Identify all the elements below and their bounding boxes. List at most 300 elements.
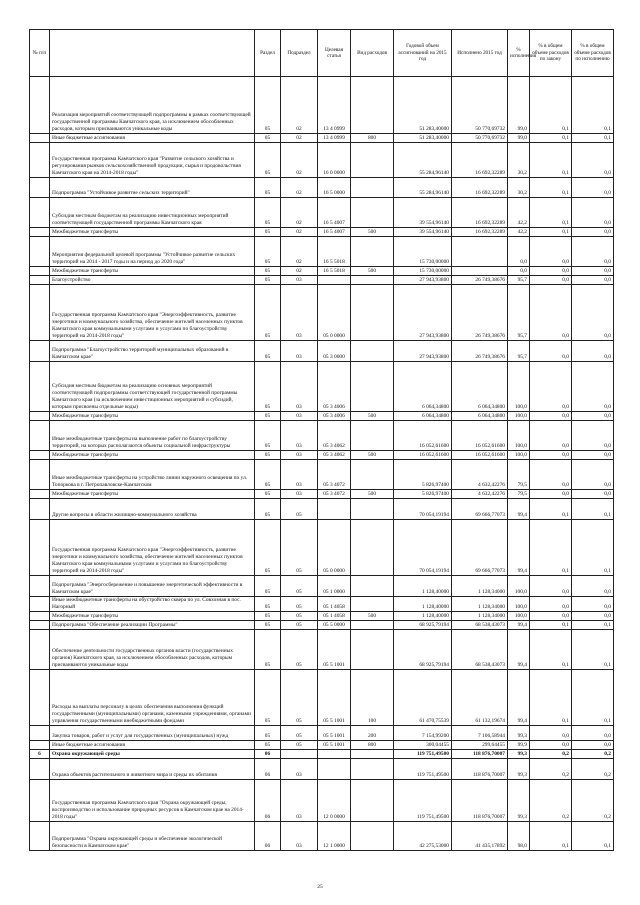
- row-name: Иные бюджетные ассигнования: [50, 134, 255, 143]
- row-expense-type: [351, 341, 394, 362]
- row-share-total: 0,0: [530, 362, 572, 412]
- row-target-article: 16 0 0000: [318, 143, 351, 178]
- row-target-article: 05 5 1001: [318, 726, 351, 741]
- row-annual-plan: 55 284,96140: [394, 143, 452, 178]
- row-target-article: 05 1 4058: [318, 612, 351, 621]
- row-percent: 99,4: [508, 499, 530, 520]
- row-section: 05: [255, 285, 281, 341]
- row-share-actual: 0,0: [572, 421, 614, 451]
- row-annual-plan: 51 283,40000: [394, 77, 452, 134]
- row-percent: 30,2: [508, 143, 530, 178]
- row-name: Межбюджетные трансферты: [50, 412, 255, 421]
- row-percent: 100,0: [508, 597, 530, 612]
- row-number: [30, 198, 50, 228]
- row-section: 05: [255, 134, 281, 143]
- row-expense-type: [351, 621, 394, 630]
- row-executed: 1 128,34000: [452, 576, 508, 597]
- header-num: № п/п: [30, 30, 50, 77]
- row-share-total: 0,0: [530, 267, 572, 276]
- row-share-actual: 0,0: [572, 267, 614, 276]
- row-expense-type: [351, 237, 394, 267]
- row-share-actual: 0,2: [572, 780, 614, 822]
- row-share-total: 0,0: [530, 451, 572, 460]
- row-number: [30, 726, 50, 741]
- row-executed: 16 692,32289: [452, 228, 508, 237]
- row-subsection: 03: [281, 341, 318, 362]
- row-expense-type: 500: [351, 228, 394, 237]
- header-percent: % исполнения: [508, 30, 530, 77]
- row-section: 05: [255, 267, 281, 276]
- row-annual-plan: 70 054,19194: [394, 499, 452, 520]
- row-annual-plan: 5 826,97400: [394, 490, 452, 499]
- row-share-total: 0,0: [530, 412, 572, 421]
- row-name: Государственная программа Камчатского края "Энергоэффективность, развитие энергетики и коммунального хозяйства, обеспечение жителей населенных пунктов Камчатского края коммунальными услугами и услугами по благоустройству территорий на 2014-2018 годы": [50, 520, 255, 576]
- row-target-article: 16 5 0000: [318, 178, 351, 198]
- row-annual-plan: 16 052,61600: [394, 451, 452, 460]
- row-annual-plan: 39 554,96140: [394, 198, 452, 228]
- row-share-total: 0,1: [530, 178, 572, 198]
- row-annual-plan: 70 054,19194: [394, 520, 452, 576]
- row-subsection: 05: [281, 576, 318, 597]
- table-row: [30, 726, 614, 741]
- row-number: [30, 421, 50, 451]
- row-expense-type: 500: [351, 612, 394, 621]
- row-share-actual: 0,2: [572, 750, 614, 759]
- row-share-total: 0,0: [530, 341, 572, 362]
- row-executed: 16 692,32289: [452, 178, 508, 198]
- table-row: [30, 198, 614, 228]
- row-annual-plan: 15 730,00000: [394, 267, 452, 276]
- row-name: Подпрограмма "Энергосбережение и повышение энергетической эффективности в Камчатском крае": [50, 576, 255, 597]
- row-percent: 79,5: [508, 460, 530, 490]
- row-target-article: 16 5 4007: [318, 198, 351, 228]
- row-share-actual: 0,1: [572, 822, 614, 851]
- row-percent: 98,0: [508, 822, 530, 851]
- table-row: [30, 759, 614, 780]
- row-subsection: 05: [281, 741, 318, 750]
- row-name: Межбюджетные трансферты: [50, 451, 255, 460]
- row-subsection: 02: [281, 134, 318, 143]
- row-percent: 30,2: [508, 178, 530, 198]
- row-executed: 41 435,17892: [452, 822, 508, 851]
- row-share-actual: 0,1: [572, 670, 614, 726]
- row-target-article: 05 0 0000: [318, 520, 351, 576]
- row-subsection: 03: [281, 780, 318, 822]
- table-row: [30, 597, 614, 612]
- header-name: [50, 30, 255, 77]
- table-row: [30, 276, 614, 285]
- row-number: [30, 237, 50, 267]
- row-number: [30, 520, 50, 576]
- row-name: Государственная программа Камчатского края "Развитие сельского хозяйства и регулирования рынков сельскохозяйственной продукции, сырья и продовольствия Камчатского края на 2014-2018 годы": [50, 143, 255, 178]
- row-share-actual: 0,0: [572, 276, 614, 285]
- row-number: [30, 597, 50, 612]
- row-annual-plan: 1 128,40000: [394, 576, 452, 597]
- row-subsection: 03: [281, 362, 318, 412]
- table-row: [30, 490, 614, 499]
- row-executed: [452, 237, 508, 267]
- row-executed: 69 666,77073: [452, 520, 508, 576]
- row-share-total: 0,0: [530, 421, 572, 451]
- row-section: 05: [255, 630, 281, 670]
- row-number: [30, 499, 50, 520]
- table-row: [30, 134, 614, 143]
- row-number: [30, 621, 50, 630]
- row-percent: 99,9: [508, 741, 530, 750]
- row-share-total: 0,1: [530, 822, 572, 851]
- row-number: [30, 285, 50, 341]
- row-name: Подпрограмма "Благоустройство территорий муниципальных образований в Камчатском крае": [50, 341, 255, 362]
- row-annual-plan: 68 925,79194: [394, 621, 452, 630]
- row-section: 06: [255, 822, 281, 851]
- row-number: [30, 362, 50, 412]
- row-expense-type: 100: [351, 670, 394, 726]
- row-section: 05: [255, 726, 281, 741]
- row-target-article: [318, 750, 351, 759]
- row-subsection: 02: [281, 198, 318, 228]
- table-row: [30, 780, 614, 822]
- row-subsection: 02: [281, 178, 318, 198]
- row-share-total: 0,0: [530, 612, 572, 621]
- row-share-actual: 0,0: [572, 576, 614, 597]
- row-expense-type: 500: [351, 412, 394, 421]
- row-name: Расходы на выплаты персоналу в целях обеспечения выполнения функций государственными (муниципальными) органами, казенными учреждениями, органами управления государственными внебюджетными фондами: [50, 670, 255, 726]
- row-number: [30, 630, 50, 670]
- row-share-total: 0,0: [530, 237, 572, 267]
- row-share-total: 0,0: [530, 285, 572, 341]
- row-percent: 99,4: [508, 670, 530, 726]
- row-number: 6: [30, 750, 50, 759]
- row-share-total: 0,1: [530, 499, 572, 520]
- row-percent: 0,0: [508, 267, 530, 276]
- row-share-actual: 0,0: [572, 460, 614, 490]
- row-share-actual: 0,0: [572, 341, 614, 362]
- table-row: [30, 285, 614, 341]
- table-row: [30, 412, 614, 421]
- header-section: Раздел: [255, 30, 281, 77]
- row-share-total: 0,1: [530, 520, 572, 576]
- row-subsection: 02: [281, 143, 318, 178]
- row-percent: 100,0: [508, 451, 530, 460]
- row-expense-type: [351, 421, 394, 451]
- row-share-actual: 0,0: [572, 178, 614, 198]
- row-section: 05: [255, 237, 281, 267]
- row-target-article: 05 3 4072: [318, 490, 351, 499]
- table-row: [30, 228, 614, 237]
- row-subsection: 05: [281, 670, 318, 726]
- row-percent: 100,0: [508, 612, 530, 621]
- row-number: [30, 780, 50, 822]
- row-subsection: 03: [281, 460, 318, 490]
- row-share-actual: 0,0: [572, 143, 614, 178]
- row-executed: 26 749,38676: [452, 285, 508, 341]
- row-share-total: 0,0: [530, 576, 572, 597]
- row-target-article: 12 0 0000: [318, 780, 351, 822]
- row-executed: 26 749,38676: [452, 276, 508, 285]
- row-executed: 50 770,69732: [452, 134, 508, 143]
- row-number: [30, 822, 50, 851]
- row-annual-plan: 68 925,79194: [394, 630, 452, 670]
- row-share-actual: 0,0: [572, 412, 614, 421]
- row-annual-plan: 7 154,99200: [394, 726, 452, 741]
- row-percent: 100,0: [508, 412, 530, 421]
- row-number: [30, 143, 50, 178]
- row-annual-plan: 51 283,40000: [394, 134, 452, 143]
- row-section: 05: [255, 198, 281, 228]
- row-name: Иные межбюджетные трансферты на устройство линии наружного освещения по ул. Топоркова в г. Петропавловске-Камчатском: [50, 460, 255, 490]
- row-percent: 100,0: [508, 576, 530, 597]
- row-share-total: 0,1: [530, 198, 572, 228]
- row-name: Охрана объектов растительного и животного мира и среды их обитания: [50, 759, 255, 780]
- row-percent: 99,4: [508, 520, 530, 576]
- row-number: [30, 267, 50, 276]
- row-share-total: 0,1: [530, 143, 572, 178]
- row-subsection: 05: [281, 499, 318, 520]
- row-expense-type: [351, 822, 394, 851]
- row-number: [30, 341, 50, 362]
- row-annual-plan: 119 751,49500: [394, 750, 452, 759]
- row-expense-type: [351, 460, 394, 490]
- row-section: 05: [255, 741, 281, 750]
- row-subsection: 05: [281, 520, 318, 576]
- row-share-actual: 0,0: [572, 612, 614, 621]
- row-section: 05: [255, 670, 281, 726]
- row-expense-type: [351, 285, 394, 341]
- header-executed: Исполнено 2015 год: [452, 30, 508, 77]
- row-expense-type: 500: [351, 267, 394, 276]
- row-share-actual: 0,1: [572, 499, 614, 520]
- row-target-article: [318, 499, 351, 520]
- row-expense-type: 500: [351, 451, 394, 460]
- row-number: [30, 612, 50, 621]
- row-target-article: 05 1 0000: [318, 576, 351, 597]
- row-percent: 95,7: [508, 285, 530, 341]
- table-row: [30, 612, 614, 621]
- row-expense-type: [351, 597, 394, 612]
- row-name: Межбюджетные трансферты: [50, 612, 255, 621]
- row-target-article: 13 4 0999: [318, 134, 351, 143]
- row-name: Подпрограмма "Охрана окружающей среды и обеспечение экологической безопасности в Камчатском крае": [50, 822, 255, 851]
- row-number: [30, 412, 50, 421]
- row-executed: 16 052,61600: [452, 451, 508, 460]
- row-annual-plan: 119 751,49500: [394, 759, 452, 780]
- row-percent: 100,0: [508, 362, 530, 412]
- row-percent: 0,0: [508, 237, 530, 267]
- row-executed: [452, 267, 508, 276]
- row-name: Подпрограмма "Устойчивое развитие сельских территорий": [50, 178, 255, 198]
- row-number: [30, 178, 50, 198]
- row-executed: 118 876,70007: [452, 750, 508, 759]
- table-row: [30, 77, 614, 134]
- row-name: Иные межбюджетные трансферты на выполнение работ по благоустройству территорий, на которых располагаются объекты социальной инфраструктуры: [50, 421, 255, 451]
- row-executed: 68 538,43073: [452, 621, 508, 630]
- row-subsection: 03: [281, 412, 318, 421]
- row-share-actual: 0,0: [572, 198, 614, 228]
- row-executed: 61 132,19674: [452, 670, 508, 726]
- row-subsection: 03: [281, 276, 318, 285]
- row-share-actual: 0,0: [572, 362, 614, 412]
- row-target-article: 05 5 1001: [318, 670, 351, 726]
- row-share-total: 0,0: [530, 597, 572, 612]
- row-section: 05: [255, 621, 281, 630]
- row-section: 05: [255, 597, 281, 612]
- row-name: Подпрограмма "Обеспечение реализации Программы": [50, 621, 255, 630]
- row-share-total: 0,0: [530, 726, 572, 741]
- row-executed: 118 876,70007: [452, 759, 508, 780]
- row-executed: 1 128,34000: [452, 597, 508, 612]
- row-name: Государственная программа Камчатского края "Охрана окружающей среды, воспроизводство и использование природных ресурсов в Камчатском крае на 2014-2018 годы": [50, 780, 255, 822]
- row-percent: 99,4: [508, 621, 530, 630]
- budget-table: [29, 29, 614, 851]
- row-subsection: 02: [281, 77, 318, 134]
- row-number: [30, 451, 50, 460]
- row-annual-plan: 16 052,61600: [394, 421, 452, 451]
- row-share-actual: 0,2: [572, 759, 614, 780]
- row-annual-plan: 5 826,97400: [394, 460, 452, 490]
- row-name: Благоустройство: [50, 276, 255, 285]
- row-section: 05: [255, 499, 281, 520]
- row-expense-type: [351, 576, 394, 597]
- row-section: 05: [255, 460, 281, 490]
- table-row: [30, 621, 614, 630]
- row-annual-plan: 1 128,40000: [394, 612, 452, 621]
- row-annual-plan: 1 128,40000: [394, 597, 452, 612]
- row-expense-type: 200: [351, 726, 394, 741]
- row-executed: 7 106,58944: [452, 726, 508, 741]
- row-section: 05: [255, 612, 281, 621]
- row-expense-type: [351, 198, 394, 228]
- table-header-row: [30, 30, 614, 77]
- row-subsection: 02: [281, 228, 318, 237]
- row-executed: 16 692,32289: [452, 198, 508, 228]
- header-annual-plan: Годовой объем ассигнований на 2015 год: [394, 30, 452, 77]
- row-number: [30, 576, 50, 597]
- row-share-total: 0,0: [530, 460, 572, 490]
- row-target-article: 05 3 4072: [318, 460, 351, 490]
- row-target-article: 05 0 0000: [318, 285, 351, 341]
- row-share-total: 0,1: [530, 134, 572, 143]
- table-row: [30, 576, 614, 597]
- row-target-article: 05 3 4062: [318, 421, 351, 451]
- row-section: 05: [255, 576, 281, 597]
- row-share-actual: 0,0: [572, 726, 614, 741]
- row-executed: 118 876,70007: [452, 780, 508, 822]
- table-row: [30, 178, 614, 198]
- row-target-article: 12 1 0000: [318, 822, 351, 851]
- row-subsection: 03: [281, 421, 318, 451]
- row-target-article: 05 5 0000: [318, 621, 351, 630]
- row-annual-plan: 27 943,93800: [394, 341, 452, 362]
- row-name: Реализация мероприятий соответствующей подпрограммы в рамках соответствующей государственной программы Камчатского края, за исключением обособленных расходов, которым присваиваются уникальные коды: [50, 77, 255, 134]
- row-executed: 50 770,69732: [452, 77, 508, 134]
- row-expense-type: 800: [351, 134, 394, 143]
- row-name: Субсидия местным бюджетам на реализацию основных мероприятий соответствующей подпрограммы соответствующей государственной программы Камчатского края (за исключением инвестиционных мероприятий и субсидий, которым присвоены отдельные коды): [50, 362, 255, 412]
- row-section: 05: [255, 276, 281, 285]
- row-share-actual: 0,1: [572, 630, 614, 670]
- row-name: Другие вопросы в области жилищно-коммунального хозяйства: [50, 499, 255, 520]
- row-share-total: 0,2: [530, 759, 572, 780]
- row-target-article: 05 5 1001: [318, 630, 351, 670]
- row-expense-type: [351, 750, 394, 759]
- row-executed: 1 128,34000: [452, 612, 508, 621]
- row-subsection: 03: [281, 490, 318, 499]
- row-share-actual: 0,1: [572, 77, 614, 134]
- row-share-total: 0,0: [530, 490, 572, 499]
- header-share-actual: % в общем объеме расходов по исполнению: [572, 30, 614, 77]
- row-executed: 26 749,38676: [452, 341, 508, 362]
- row-expense-type: 500: [351, 490, 394, 499]
- row-number: [30, 741, 50, 750]
- row-target-article: 16 5 5018: [318, 237, 351, 267]
- row-section: 05: [255, 178, 281, 198]
- row-share-total: 0,1: [530, 670, 572, 726]
- row-share-actual: 0,0: [572, 285, 614, 341]
- row-expense-type: [351, 362, 394, 412]
- row-number: [30, 670, 50, 726]
- row-executed: 16 052,61600: [452, 421, 508, 451]
- row-subsection: 03: [281, 759, 318, 780]
- row-name: Межбюджетные трансферты: [50, 267, 255, 276]
- row-name: Закупка товаров, работ и услуг для государственных (муниципальных) нужд: [50, 726, 255, 741]
- row-target-article: 13 4 0999: [318, 77, 351, 134]
- row-name: Обеспечение деятельности государственных органов власти (государственных органов) Камчатского края, за исключением обособленных расходов, которым присваиваются уникальные коды: [50, 630, 255, 670]
- row-executed: 299,64455: [452, 741, 508, 750]
- row-number: [30, 77, 50, 134]
- row-percent: 99,4: [508, 630, 530, 670]
- row-annual-plan: 6 064,34800: [394, 362, 452, 412]
- row-section: 05: [255, 412, 281, 421]
- row-executed: 68 538,43073: [452, 630, 508, 670]
- table-row: [30, 451, 614, 460]
- row-target-article: 05 1 4058: [318, 597, 351, 612]
- row-percent: 95,7: [508, 276, 530, 285]
- row-share-total: 0,1: [530, 621, 572, 630]
- row-target-article: 05 3 4006: [318, 362, 351, 412]
- row-share-total: 0,2: [530, 750, 572, 759]
- row-section: 05: [255, 490, 281, 499]
- row-section: 05: [255, 520, 281, 576]
- row-subsection: 05: [281, 597, 318, 612]
- row-annual-plan: 39 554,96140: [394, 228, 452, 237]
- row-number: [30, 228, 50, 237]
- row-annual-plan: 61 470,75539: [394, 670, 452, 726]
- row-name: Субсидия местным бюджетам на реализацию инвестиционных мероприятий соответствующей государственной программы Камчатского края: [50, 198, 255, 228]
- row-number: [30, 460, 50, 490]
- row-subsection: 02: [281, 237, 318, 267]
- row-share-total: 0,0: [530, 741, 572, 750]
- row-percent: 99,0: [508, 134, 530, 143]
- row-subsection: 05: [281, 630, 318, 670]
- row-subsection: 03: [281, 285, 318, 341]
- table-body: [30, 77, 614, 851]
- row-expense-type: [351, 780, 394, 822]
- row-percent: 99,3: [508, 750, 530, 759]
- header-target-article: Целевая статья: [318, 30, 351, 77]
- table-row: [30, 143, 614, 178]
- row-number: [30, 276, 50, 285]
- row-annual-plan: 6 064,34800: [394, 412, 452, 421]
- row-expense-type: [351, 178, 394, 198]
- row-subsection: [281, 750, 318, 759]
- row-percent: 42,2: [508, 228, 530, 237]
- row-expense-type: [351, 499, 394, 520]
- row-share-actual: 0,0: [572, 490, 614, 499]
- row-expense-type: [351, 759, 394, 780]
- row-expense-type: [351, 77, 394, 134]
- row-section: 05: [255, 421, 281, 451]
- row-percent: 100,0: [508, 421, 530, 451]
- row-subsection: 05: [281, 726, 318, 741]
